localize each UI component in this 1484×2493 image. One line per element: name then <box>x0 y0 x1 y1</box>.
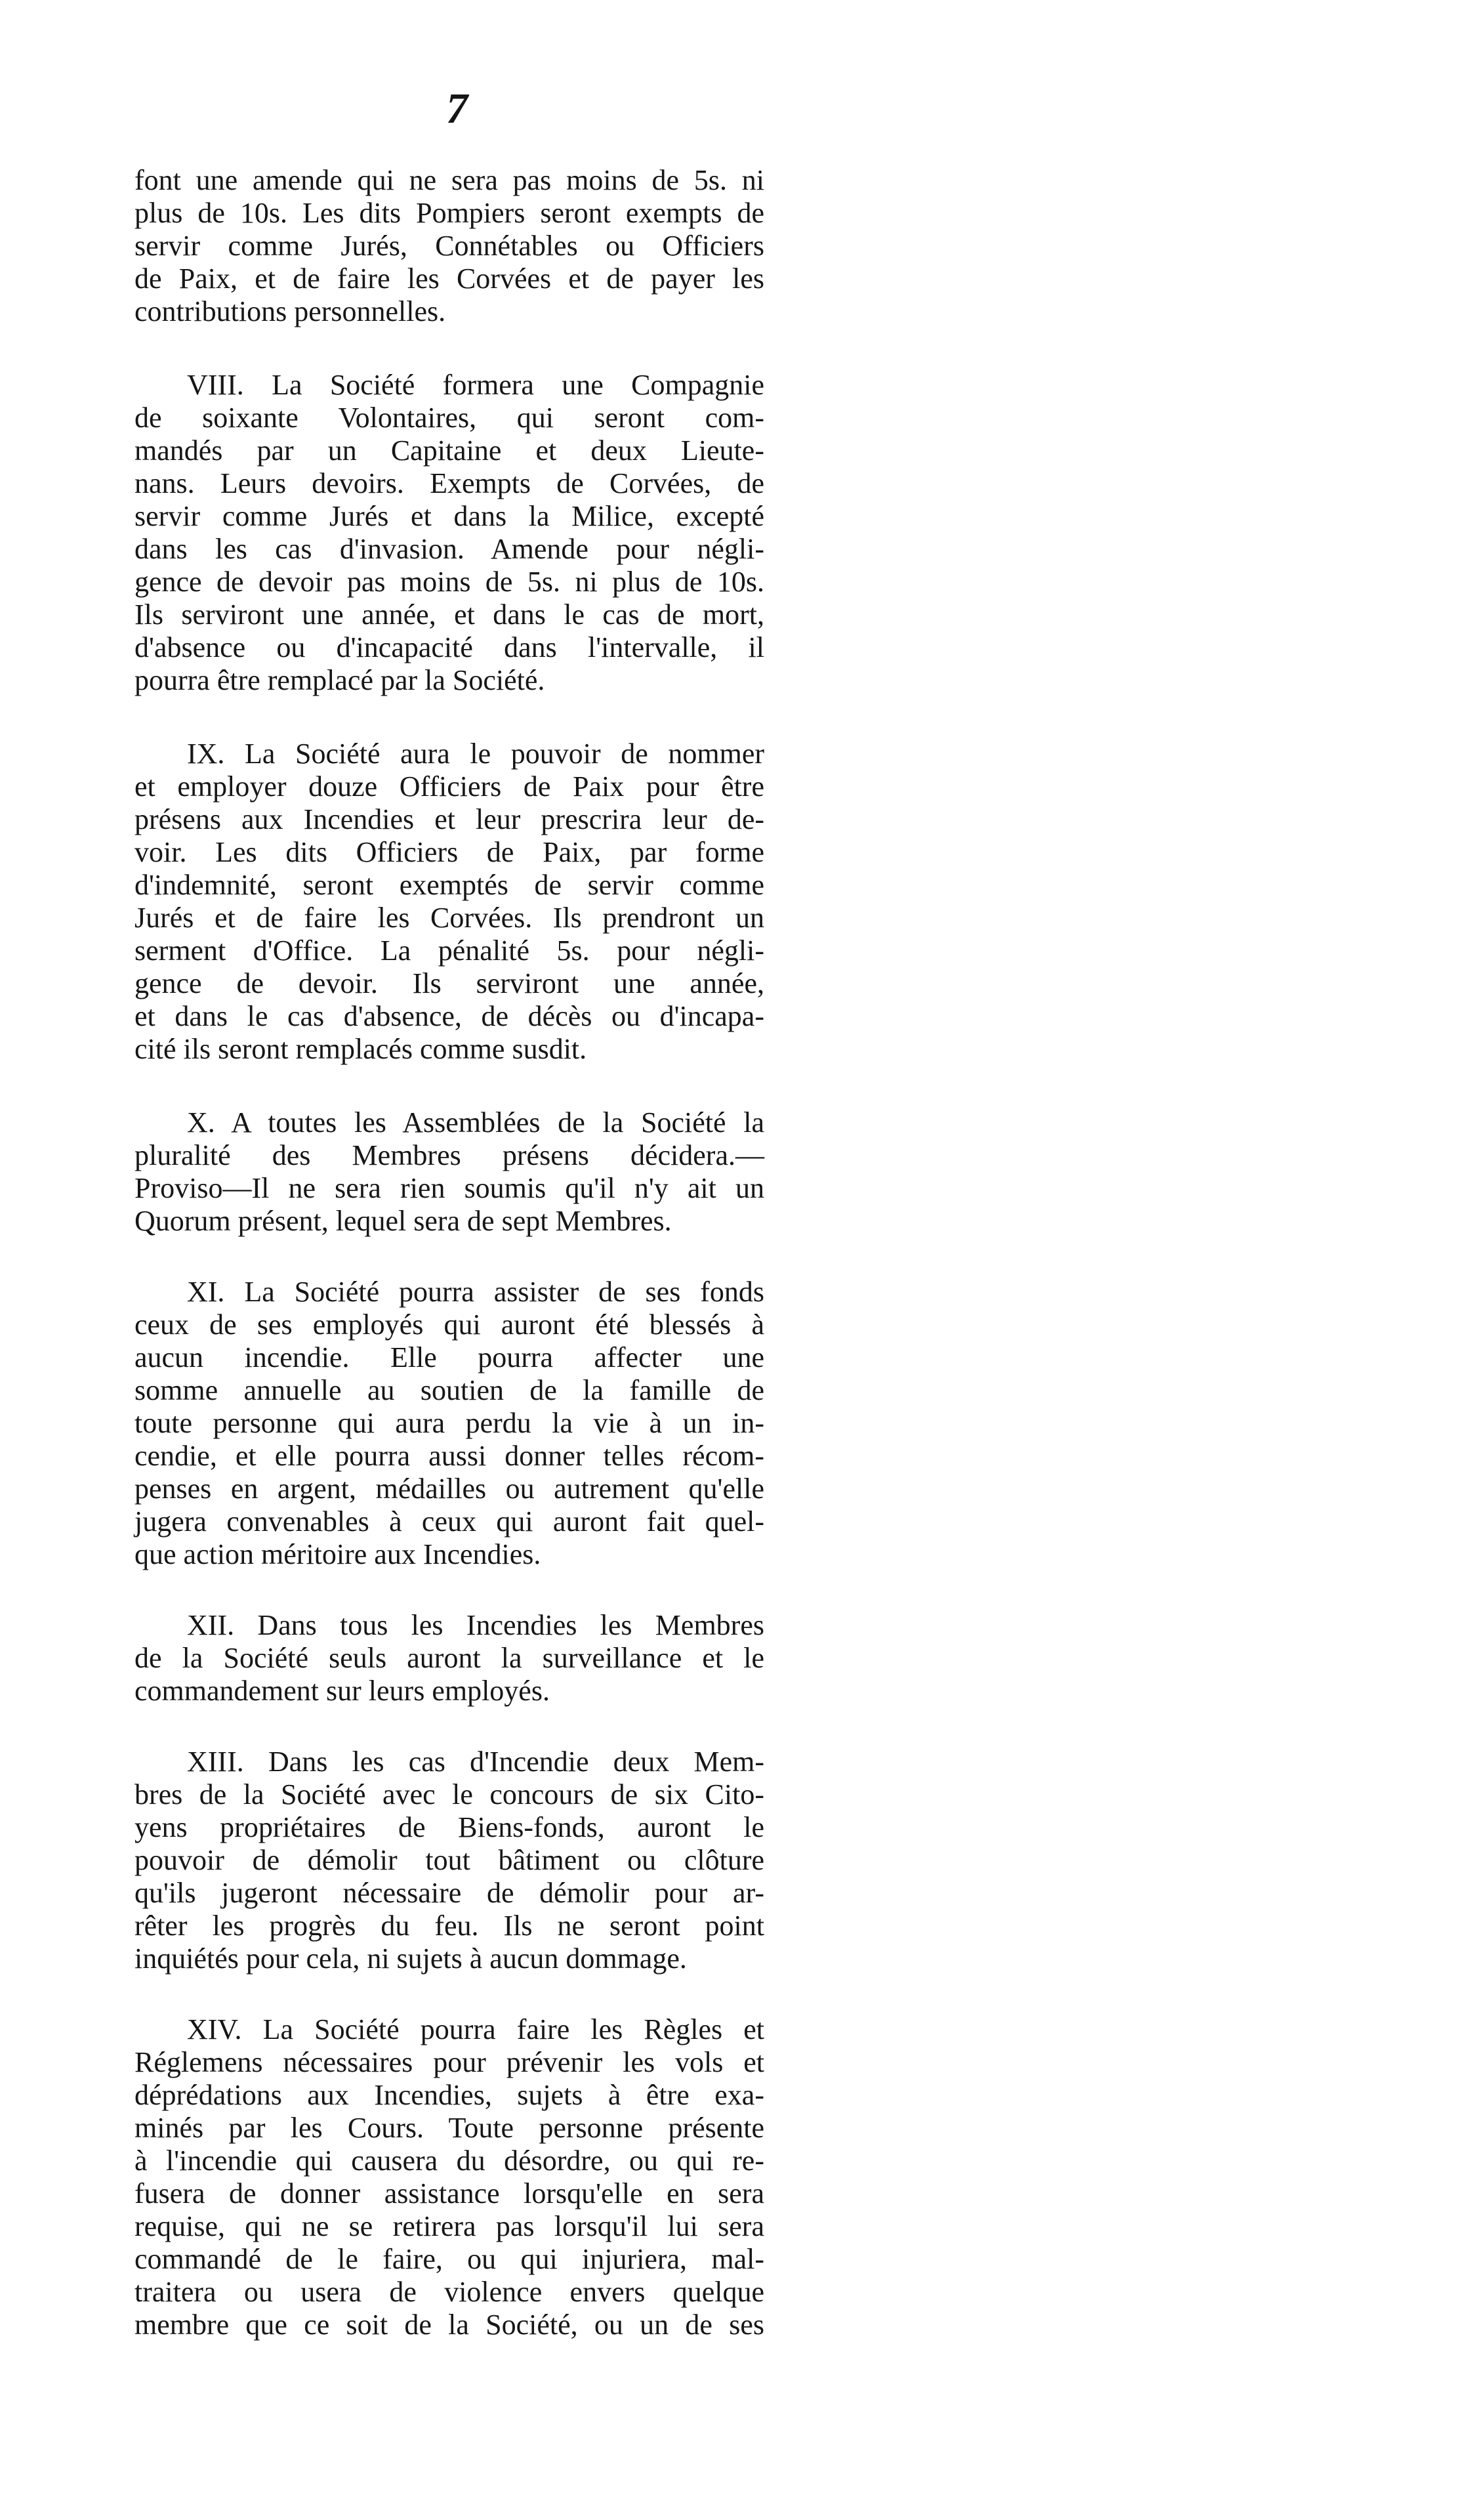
text-line: commandement sur leurs employés. <box>134 1675 550 1707</box>
text-line: dans les cas d'invasion. Amende pour négli- <box>134 533 764 565</box>
text-line: penses en argent, médailles ou autrement qu'elle <box>134 1473 764 1505</box>
text-line: et employer douze Officiers de Paix pour être <box>134 770 764 803</box>
paragraph-spacer <box>134 1975 764 2013</box>
paragraph-continuation <box>134 164 764 328</box>
text-line: de la Société seuls auront la surveillance et le <box>134 1642 764 1674</box>
text-line: somme annuelle au soutien de la famille de <box>134 1374 764 1406</box>
text-line: Proviso—Il ne sera rien soumis qu'il n'y ait un <box>134 1172 764 1204</box>
text-line: serment d'Office. La pénalité 5s. pour négli- <box>134 934 764 967</box>
paragraph-spacer <box>134 697 764 738</box>
text-line: d'absence ou d'incapacité dans l'intervalle, il <box>134 631 764 663</box>
text-line: à l'incendie qui causera du désordre, ou qui re- <box>134 2145 764 2177</box>
text-line: contributions personnelles. <box>134 295 446 327</box>
paragraph-spacer <box>134 1707 764 1746</box>
article-x <box>134 1106 764 1238</box>
text-line: traitera ou usera de violence envers quelque <box>134 2276 764 2308</box>
article-heading-line: XI. La Société pourra assister de ses fonds <box>187 1276 764 1308</box>
text-line: gence de devoir pas moins de 5s. ni plus de 10s. <box>134 566 764 598</box>
text-line: d'indemnité, seront exemptés de servir comme <box>134 869 764 901</box>
article-xiii <box>134 1746 764 1975</box>
text-line: cendie, et elle pourra aussi donner telles récom- <box>134 1440 764 1472</box>
text-line: fusera de donner assistance lorsqu'elle en sera <box>134 2177 764 2210</box>
text-line: nans. Leurs devoirs. Exempts de Corvées, de <box>134 467 764 499</box>
text-line: de soixante Volontaires, qui seront com- <box>134 402 764 434</box>
text-line: minés par les Cours. Toute personne présente <box>134 2112 764 2144</box>
text-line: pouvoir de démolir tout bâtiment ou clôture <box>134 1844 764 1876</box>
text-line: mandés par un Capitaine et deux Lieute- <box>134 434 764 467</box>
text-line: plus de 10s. Les dits Pompiers seront exempts de <box>134 197 764 229</box>
text-line: requise, qui ne se retirera pas lorsqu'il lui sera <box>134 2210 764 2242</box>
text-line: inquiétés pour cela, ni sujets à aucun dommage. <box>134 1942 687 1975</box>
article-heading-line: XIII. Dans les cas d'Incendie deux Mem- <box>187 1746 764 1778</box>
text-line: commandé de le faire, ou qui injuriera, mal- <box>134 2243 764 2275</box>
text-line: servir comme Jurés, Connétables ou Officiers <box>134 230 764 262</box>
text-line: Ils serviront une année, et dans le cas de mort, <box>134 598 764 631</box>
text-line: jugera convenables à ceux qui auront fait quel- <box>134 1505 764 1538</box>
text-line: gence de devoir. Ils serviront une année, <box>134 967 764 999</box>
text-line: ceux de ses employés qui auront été blessés à <box>134 1309 764 1341</box>
text-line: pourra être remplacé par la Société. <box>134 664 545 696</box>
paragraph-spacer <box>134 328 764 369</box>
text-line: Jurés et de faire les Corvées. Ils prendront un <box>134 902 764 934</box>
text-line: yens propriétaires de Biens-fonds, auront le <box>134 1811 764 1843</box>
text-line: servir comme Jurés et dans la Milice, excepté <box>134 500 764 532</box>
article-heading-line: X. A toutes les Assemblées de la Société la <box>187 1106 764 1139</box>
article-heading-line: VIII. La Société formera une Compagnie <box>187 369 764 401</box>
text-line: de Paix, et de faire les Corvées et de payer les <box>134 262 764 295</box>
text-line: Quorum présent, lequel sera de sept Membres. <box>134 1205 672 1237</box>
article-heading-line: XIV. La Société pourra faire les Règles et <box>187 2013 764 2045</box>
text-line: Réglemens nécessaires pour prévenir les vols et <box>134 2046 764 2078</box>
text-line: voir. Les dits Officiers de Paix, par forme <box>134 836 764 868</box>
text-line: déprédations aux Incendies, sujets à être exa- <box>134 2079 764 2111</box>
text-line: présens aux Incendies et leur prescrira leur de- <box>134 803 764 835</box>
text-line: bres de la Société avec le concours de six Cito- <box>134 1778 764 1811</box>
text-line: qu'ils jugeront nécessaire de démolir pour ar- <box>134 1877 764 1909</box>
article-viii <box>134 369 764 697</box>
text-line: pluralité des Membres présens décidera.— <box>134 1139 764 1171</box>
paragraph-spacer <box>134 1066 764 1106</box>
article-heading-line: IX. La Société aura le pouvoir de nommer <box>187 738 764 770</box>
article-xi <box>134 1276 764 1571</box>
article-heading-line: XII. Dans tous les Incendies les Membres <box>187 1609 764 1641</box>
article-xii <box>134 1609 764 1707</box>
paragraph-spacer <box>134 1238 764 1276</box>
text-column <box>134 164 764 2341</box>
text-line: font une amende qui ne sera pas moins de 5s. ni <box>134 164 764 196</box>
page-number: 7 <box>446 85 468 133</box>
text-line: cité ils seront remplacés comme susdit. <box>134 1033 587 1065</box>
article-xiv <box>134 2013 764 2341</box>
text-line: rêter les progrès du feu. Ils ne seront point <box>134 1910 764 1942</box>
text-line: et dans le cas d'absence, de décès ou d'incapa- <box>134 1000 764 1032</box>
article-ix <box>134 738 764 1066</box>
text-line: membre que ce soit de la Société, ou un de ses <box>134 2309 764 2341</box>
text-line: que action méritoire aux Incendies. <box>134 1538 541 1570</box>
text-line: toute personne qui aura perdu la vie à un in- <box>134 1407 764 1439</box>
paragraph-spacer <box>134 1571 764 1609</box>
text-line: aucun incendie. Elle pourra affecter une <box>134 1341 764 1373</box>
